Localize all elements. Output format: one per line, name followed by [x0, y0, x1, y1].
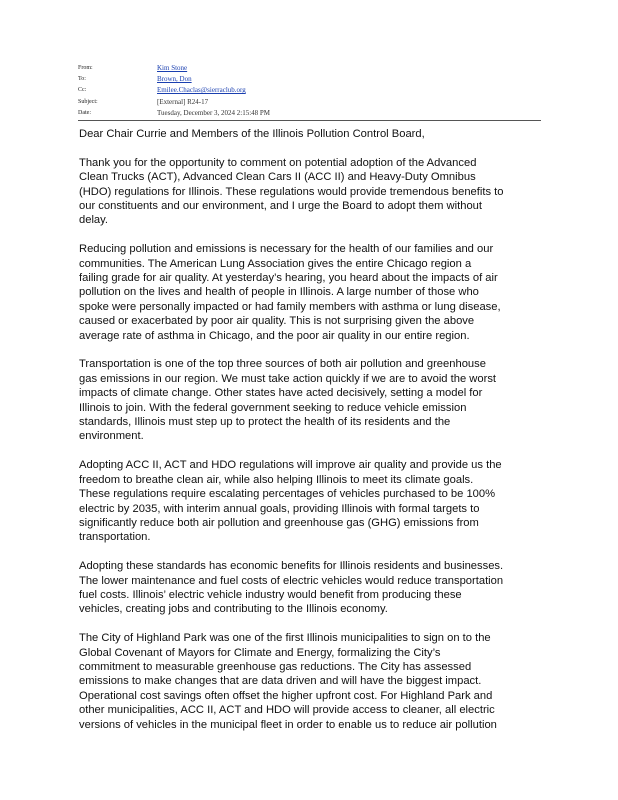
- paragraph-line: The City of Highland Park was one of the first Illinois municipalities to sign on to the: [79, 632, 491, 645]
- paragraph-line: average rate of asthma in Chicago, and the poor air quality in our entire region.: [79, 329, 470, 342]
- header-label: To:: [78, 75, 86, 82]
- letter-paragraph: [79, 458, 549, 544]
- letter-paragraph: [79, 631, 549, 732]
- paragraph-line: Global Covenant of Mayors for Climate and Energy, formalizing the City’s: [79, 646, 441, 659]
- paragraph-line: other municipalities, ACC II, ACT and HDO will provide access to cleaner, all electric: [79, 704, 495, 717]
- paragraph-line: freedom to breathe clean air, while also helping Illinois to meet its climate goals.: [79, 473, 474, 486]
- paragraph-line: Illinois to join. With the federal government seeking to reduce vehicle emission: [79, 401, 467, 414]
- letter-paragraph: [79, 156, 549, 228]
- salutation: Dear Chair Currie and Members of the Illinois Pollution Control Board,: [79, 128, 425, 140]
- paragraph-line: gas emissions in our region. We must take action quickly if we are to avoid the worst: [79, 372, 497, 385]
- header-value: [External] R24-17: [157, 97, 209, 106]
- paragraph-line: vehicles, creating jobs and contributing to the Illinois economy.: [79, 603, 388, 616]
- paragraph-line: spoke were personally impacted or had family members with asthma or lung disease,: [79, 300, 501, 313]
- letter-body: [79, 127, 549, 746]
- header-value: Tuesday, December 3, 2024 2:15:48 PM: [157, 108, 271, 117]
- header-row: [78, 96, 548, 107]
- paragraph-line: pollution on the lives and health of people in Illinois. A large number of those who: [79, 286, 479, 299]
- paragraph-line: Adopting ACC II, ACT and HDO regulations will improve air quality and provide us the: [79, 459, 502, 472]
- letter-paragraph: [79, 242, 549, 343]
- paragraph-line: (HDO) regulations for Illinois. These regulations would provide tremendous benefits to: [79, 185, 504, 198]
- paragraph-line: standards, Illinois must step up to protect the health of its residents and the: [79, 416, 451, 429]
- header-row: [78, 73, 548, 84]
- paragraph-line: Thank you for the opportunity to comment on potential adoption of the Advanced: [79, 156, 477, 169]
- paragraph-line: transportation.: [79, 531, 151, 544]
- paragraph-line: impacts of climate change. Other states have acted decisively, setting a model for: [79, 387, 483, 400]
- paragraph-line: electric by 2035, with interim annual goals, providing Illinois with formal targets to: [79, 502, 480, 515]
- paragraph-line: versions of vehicles in the municipal fleet in order to enable us to reduce air pollution: [79, 718, 497, 731]
- paragraph-line: communities. The American Lung Association gives the entire Chicago region a: [79, 257, 472, 270]
- paragraph-line: Clean Trucks (ACT), Advanced Clean Cars II (ACC II) and Heavy-Duty Omnibus: [79, 171, 476, 184]
- header-row: [78, 107, 548, 118]
- letter-paragraphs: [79, 156, 549, 732]
- header-row: [78, 62, 548, 73]
- header-label: Cc:: [78, 87, 87, 94]
- paragraph-line: These regulations require escalating percentages of vehicles purchased to be 100%: [79, 488, 496, 501]
- paragraph-line: Adopting these standards has economic benefits for Illinois residents and businesses.: [79, 560, 504, 573]
- header-divider: [78, 120, 541, 121]
- paragraph-line: our constituents and our environment, and I urge the Board to adopt them without: [79, 200, 483, 213]
- letter-paragraph: [79, 357, 549, 443]
- header-label: From:: [78, 64, 93, 71]
- header-value-link[interactable]: Kim Stone: [157, 63, 188, 72]
- paragraph-line: fuel costs. Illinois’ electric vehicle industry would benefit from producing these: [79, 588, 462, 601]
- header-label: Subject:: [78, 98, 98, 105]
- header-value-link[interactable]: Brown, Don: [157, 74, 192, 83]
- paragraph-line: significantly reduce both air pollution and greenhouse gas (GHG) emissions from: [79, 516, 479, 529]
- header-label: Date:: [78, 109, 91, 116]
- paragraph-line: emissions to make changes that are data driven and will have the biggest impact.: [79, 675, 482, 688]
- paragraph-line: Reducing pollution and emissions is necessary for the health of our families and our: [79, 243, 494, 256]
- paragraph-line: Operational cost savings often offset the higher upfront cost. For Highland Park and: [79, 689, 493, 702]
- paragraph-line: The lower maintenance and fuel costs of electric vehicles would reduce transportation: [79, 574, 504, 587]
- paragraph-line: Transportation is one of the top three sources of both air pollution and greenhouse: [79, 358, 486, 371]
- paragraph-line: commitment to measurable greenhouse gas reductions. The City has assessed: [79, 660, 472, 673]
- email-header: [78, 62, 548, 118]
- header-row: [78, 85, 548, 96]
- header-value-link[interactable]: Emilee.Chaclas@sierraclub.org: [157, 86, 246, 95]
- paragraph-line: environment.: [79, 430, 144, 443]
- paragraph-line: delay.: [79, 214, 109, 227]
- letter-paragraph: [79, 559, 549, 617]
- paragraph-line: caused or exacerbated by poor air quality. This is not surprising given the above: [79, 315, 475, 328]
- paragraph-line: failing grade for air quality. At yesterday’s hearing, you heard about the impacts of air: [79, 272, 498, 285]
